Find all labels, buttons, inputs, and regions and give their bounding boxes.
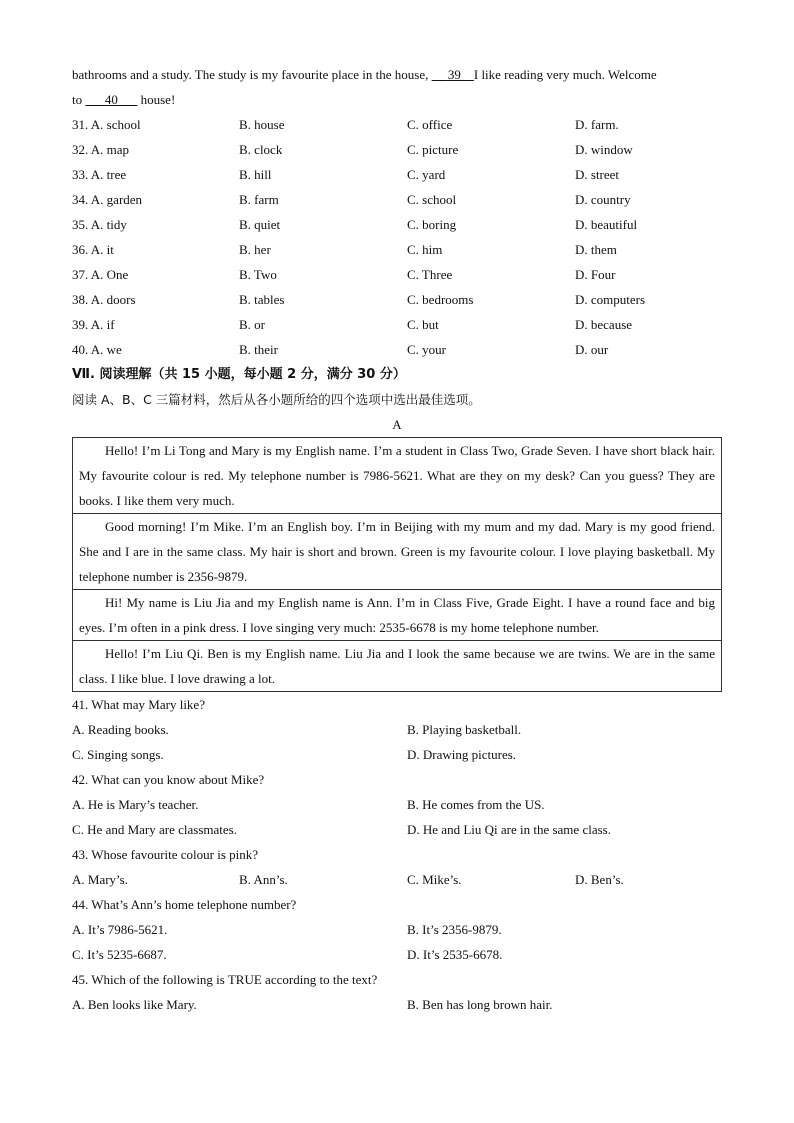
option[interactable]: C. He and Mary are classmates. xyxy=(72,822,237,837)
option-row xyxy=(72,717,722,742)
option[interactable]: D. Ben’s. xyxy=(575,872,624,887)
passage-cell: Good morning! I’m Mike. I’m an English boy. I’m in Beijing with my mum and my dad. Mary is my good friend. She and I are in the same class. My hair is short and brown. Green is my favourite colour. I love playing basketball. My telephone number is 2356-9879. xyxy=(73,514,722,590)
cloze-option[interactable]: B. or xyxy=(239,317,265,332)
cloze-option[interactable]: D. our xyxy=(575,342,609,357)
option[interactable]: A. It’s 7986-5621. xyxy=(72,922,168,937)
cloze-option[interactable]: B. Two xyxy=(239,267,277,282)
option-row xyxy=(72,817,722,842)
cloze-option-row xyxy=(72,262,722,287)
intro-text: to xyxy=(72,92,86,107)
cloze-option[interactable]: C. boring xyxy=(407,217,457,232)
cloze-option[interactable]: D. because xyxy=(575,317,633,332)
option-row xyxy=(72,992,722,1017)
cloze-option[interactable]: C. yard xyxy=(407,167,446,182)
option-row xyxy=(72,917,722,942)
intro-text: house! xyxy=(137,92,176,107)
cloze-option-row xyxy=(72,287,722,312)
cloze-option-row xyxy=(72,312,722,337)
cloze-option[interactable]: C. school xyxy=(407,192,457,207)
option-row xyxy=(72,792,722,817)
option[interactable]: B. Playing basketball. xyxy=(407,722,522,737)
intro-text: bathrooms and a study. The study is my favourite place in the house, xyxy=(72,67,432,82)
cloze-option-row xyxy=(72,237,722,262)
option[interactable]: A. Mary’s. xyxy=(72,872,128,887)
option[interactable]: C. Singing songs. xyxy=(72,747,164,762)
cloze-option[interactable]: C. bedrooms xyxy=(407,292,474,307)
cloze-option[interactable]: 39. A. if xyxy=(72,317,115,332)
cloze-option[interactable]: C. Three xyxy=(407,267,453,282)
cloze-option[interactable]: D. Four xyxy=(575,267,616,282)
passages-table xyxy=(72,437,722,692)
blank-40: 40 xyxy=(104,92,118,107)
cloze-option-row xyxy=(72,137,722,162)
question-stem: 43. Whose favourite colour is pink? xyxy=(72,847,259,862)
section-heading: Ⅶ. 阅读理解（共 15 小题，每小题 2 分，满分 30 分） xyxy=(72,367,406,382)
cloze-option[interactable]: 33. A. tree xyxy=(72,167,127,182)
cloze-option[interactable]: C. your xyxy=(407,342,446,357)
option-row xyxy=(72,742,722,767)
option[interactable]: A. Reading books. xyxy=(72,722,169,737)
option[interactable]: A. He is Mary’s teacher. xyxy=(72,797,199,812)
passage-cell: Hello! I’m Liu Qi. Ben is my English name. Liu Jia and I look the same because we are twins. We are in the same class. I like blue. I love drawing a lot. xyxy=(73,641,722,692)
passage-label: A xyxy=(392,417,402,432)
cloze-option[interactable]: B. quiet xyxy=(239,217,281,232)
option[interactable]: C. It’s 5235-6687. xyxy=(72,947,167,962)
cloze-option[interactable]: D. country xyxy=(575,192,631,207)
cloze-option[interactable]: 36. A. it xyxy=(72,242,114,257)
passage-cell: Hello! I’m Li Tong and Mary is my English name. I’m a student in Class Two, Grade Seven. I have short black hair. My favourite colour is red. My telephone number is 7986-5621. What are they on my desk? Can you guess? They are books. I like them very much. xyxy=(73,438,722,514)
cloze-option-row xyxy=(72,212,722,237)
option[interactable]: D. He and Liu Qi are in the same class. xyxy=(407,822,611,837)
option[interactable]: D. Drawing pictures. xyxy=(407,747,517,762)
cloze-option-row xyxy=(72,162,722,187)
cloze-option[interactable]: D. window xyxy=(575,142,633,157)
instruction: 阅读 A、B、C 三篇材料，然后从各小题所给的四个选项中选出最佳选项。 xyxy=(72,392,481,407)
exam-page xyxy=(72,62,722,1017)
option-row xyxy=(72,942,722,967)
option-row xyxy=(72,867,722,892)
cloze-option[interactable]: B. her xyxy=(239,242,271,257)
cloze-option[interactable]: 32. A. map xyxy=(72,142,130,157)
question-stem: 42. What can you know about Mike? xyxy=(72,772,265,787)
cloze-option[interactable]: 34. A. garden xyxy=(72,192,143,207)
option[interactable]: A. Ben looks like Mary. xyxy=(72,997,197,1012)
option[interactable]: C. Mike’s. xyxy=(407,872,462,887)
cloze-option[interactable]: D. beautiful xyxy=(575,217,638,232)
passage-cell: Hi! My name is Liu Jia and my English name is Ann. I’m in Class Five, Grade Eight. I have a round face and big eyes. I’m often in a pink dress. I love singing very much: 2535-6678 is my home telephone number. xyxy=(73,590,722,641)
option[interactable]: B. It’s 2356-9879. xyxy=(407,922,502,937)
cloze-option[interactable]: B. their xyxy=(239,342,278,357)
question-stem: 41. What may Mary like? xyxy=(72,697,205,712)
option[interactable]: D. It’s 2535-6678. xyxy=(407,947,503,962)
cloze-option[interactable]: D. street xyxy=(575,167,620,182)
question-stem: 45. Which of the following is TRUE according to the text? xyxy=(72,972,378,987)
question-stem: 44. What’s Ann’s home telephone number? xyxy=(72,897,297,912)
cloze-option[interactable]: B. house xyxy=(239,117,285,132)
cloze-option[interactable]: C. him xyxy=(407,242,443,257)
option[interactable]: B. Ann’s. xyxy=(239,872,288,887)
cloze-option[interactable]: B. tables xyxy=(239,292,285,307)
cloze-option[interactable]: 38. A. doors xyxy=(72,292,136,307)
cloze-option[interactable]: D. farm. xyxy=(575,117,619,132)
option[interactable]: B. He comes from the US. xyxy=(407,797,545,812)
cloze-option-row xyxy=(72,187,722,212)
cloze-option[interactable]: B. farm xyxy=(239,192,279,207)
cloze-option-row xyxy=(72,337,722,362)
cloze-option[interactable]: C. but xyxy=(407,317,439,332)
blank-39: 39 xyxy=(447,67,461,82)
cloze-option[interactable]: 31. A. school xyxy=(72,117,141,132)
cloze-option[interactable]: B. hill xyxy=(239,167,272,182)
cloze-option[interactable]: D. computers xyxy=(575,292,646,307)
cloze-option[interactable]: D. them xyxy=(575,242,617,257)
cloze-option[interactable]: C. picture xyxy=(407,142,459,157)
cloze-option-row xyxy=(72,112,722,137)
cloze-option[interactable]: 40. A. we xyxy=(72,342,122,357)
cloze-option[interactable]: C. office xyxy=(407,117,453,132)
cloze-option[interactable]: 37. A. One xyxy=(72,267,129,282)
cloze-options xyxy=(72,112,722,362)
option[interactable]: B. Ben has long brown hair. xyxy=(407,997,553,1012)
cloze-option[interactable]: B. clock xyxy=(239,142,283,157)
cloze-option[interactable]: 35. A. tidy xyxy=(72,217,127,232)
intro-line-2 xyxy=(72,87,722,112)
intro-line-1 xyxy=(72,62,722,87)
intro-text: I like reading very much. Welcome xyxy=(473,67,657,82)
